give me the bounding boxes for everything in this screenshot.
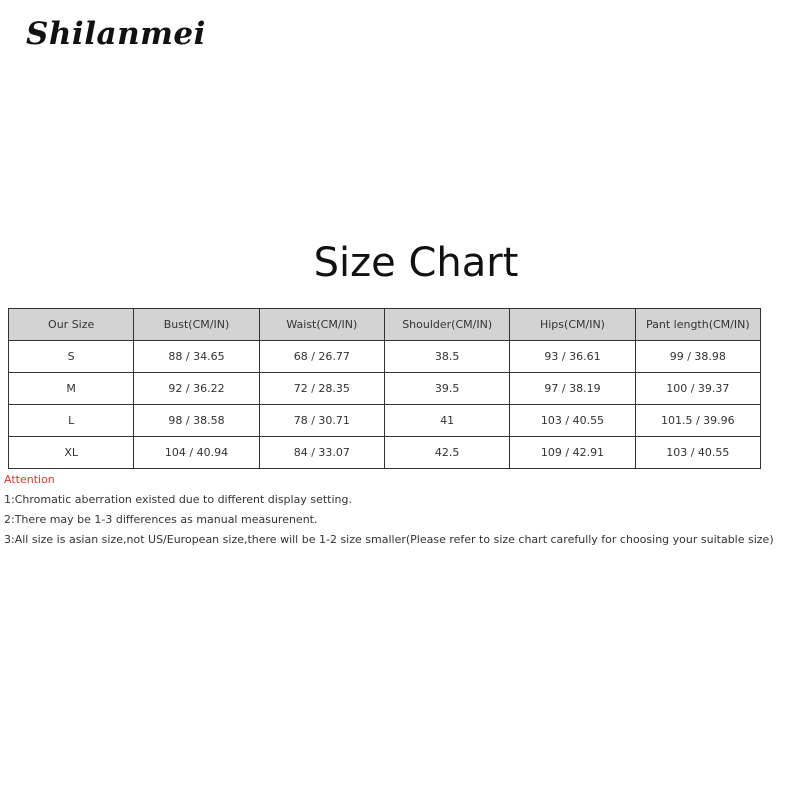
attention-heading: Attention <box>4 473 55 486</box>
table-cell: 109 / 42.91 <box>510 437 635 469</box>
brand-logo: Shilanmei <box>26 16 206 52</box>
table-cell: 72 / 28.35 <box>259 373 384 405</box>
header-bust: Bust(CM/IN) <box>134 309 259 341</box>
table-cell: 97 / 38.19 <box>510 373 635 405</box>
header-hips: Hips(CM/IN) <box>510 309 635 341</box>
table-cell: XL <box>9 437 134 469</box>
table-cell: 98 / 38.58 <box>134 405 259 437</box>
table-cell: 41 <box>384 405 509 437</box>
table-cell: 84 / 33.07 <box>259 437 384 469</box>
table-header-row <box>9 309 761 341</box>
note-item: 2:There may be 1-3 differences as manual measurenent. <box>4 513 318 526</box>
table-cell: 39.5 <box>384 373 509 405</box>
table-row <box>9 341 761 373</box>
table-row <box>9 437 761 469</box>
table-cell: 99 / 38.98 <box>635 341 760 373</box>
table-cell: 103 / 40.55 <box>510 405 635 437</box>
table-cell: 38.5 <box>384 341 509 373</box>
table-cell: 101.5 / 39.96 <box>635 405 760 437</box>
table-cell: 93 / 36.61 <box>510 341 635 373</box>
table-row <box>9 405 761 437</box>
header-our-size: Our Size <box>9 309 134 341</box>
table-cell: 92 / 36.22 <box>134 373 259 405</box>
table-cell: M <box>9 373 134 405</box>
table-cell: 78 / 30.71 <box>259 405 384 437</box>
note-item: 3:All size is asian size,not US/European size,there will be 1-2 size smaller(Please refer to size chart carefully for choosing your suitable size) <box>4 533 774 546</box>
header-shoulder: Shoulder(CM/IN) <box>384 309 509 341</box>
header-pant-length: Pant length(CM/IN) <box>635 309 760 341</box>
note-item: 1:Chromatic aberration existed due to different display setting. <box>4 493 352 506</box>
size-chart-table <box>8 308 761 469</box>
attention-notes <box>4 473 774 553</box>
table-cell: S <box>9 341 134 373</box>
table-cell: 104 / 40.94 <box>134 437 259 469</box>
table-cell: 42.5 <box>384 437 509 469</box>
page-title: Size Chart <box>313 240 519 286</box>
table-cell: L <box>9 405 134 437</box>
table-cell: 88 / 34.65 <box>134 341 259 373</box>
table-cell: 103 / 40.55 <box>635 437 760 469</box>
table-row <box>9 373 761 405</box>
table-cell: 100 / 39.37 <box>635 373 760 405</box>
table-cell: 68 / 26.77 <box>259 341 384 373</box>
header-waist: Waist(CM/IN) <box>259 309 384 341</box>
